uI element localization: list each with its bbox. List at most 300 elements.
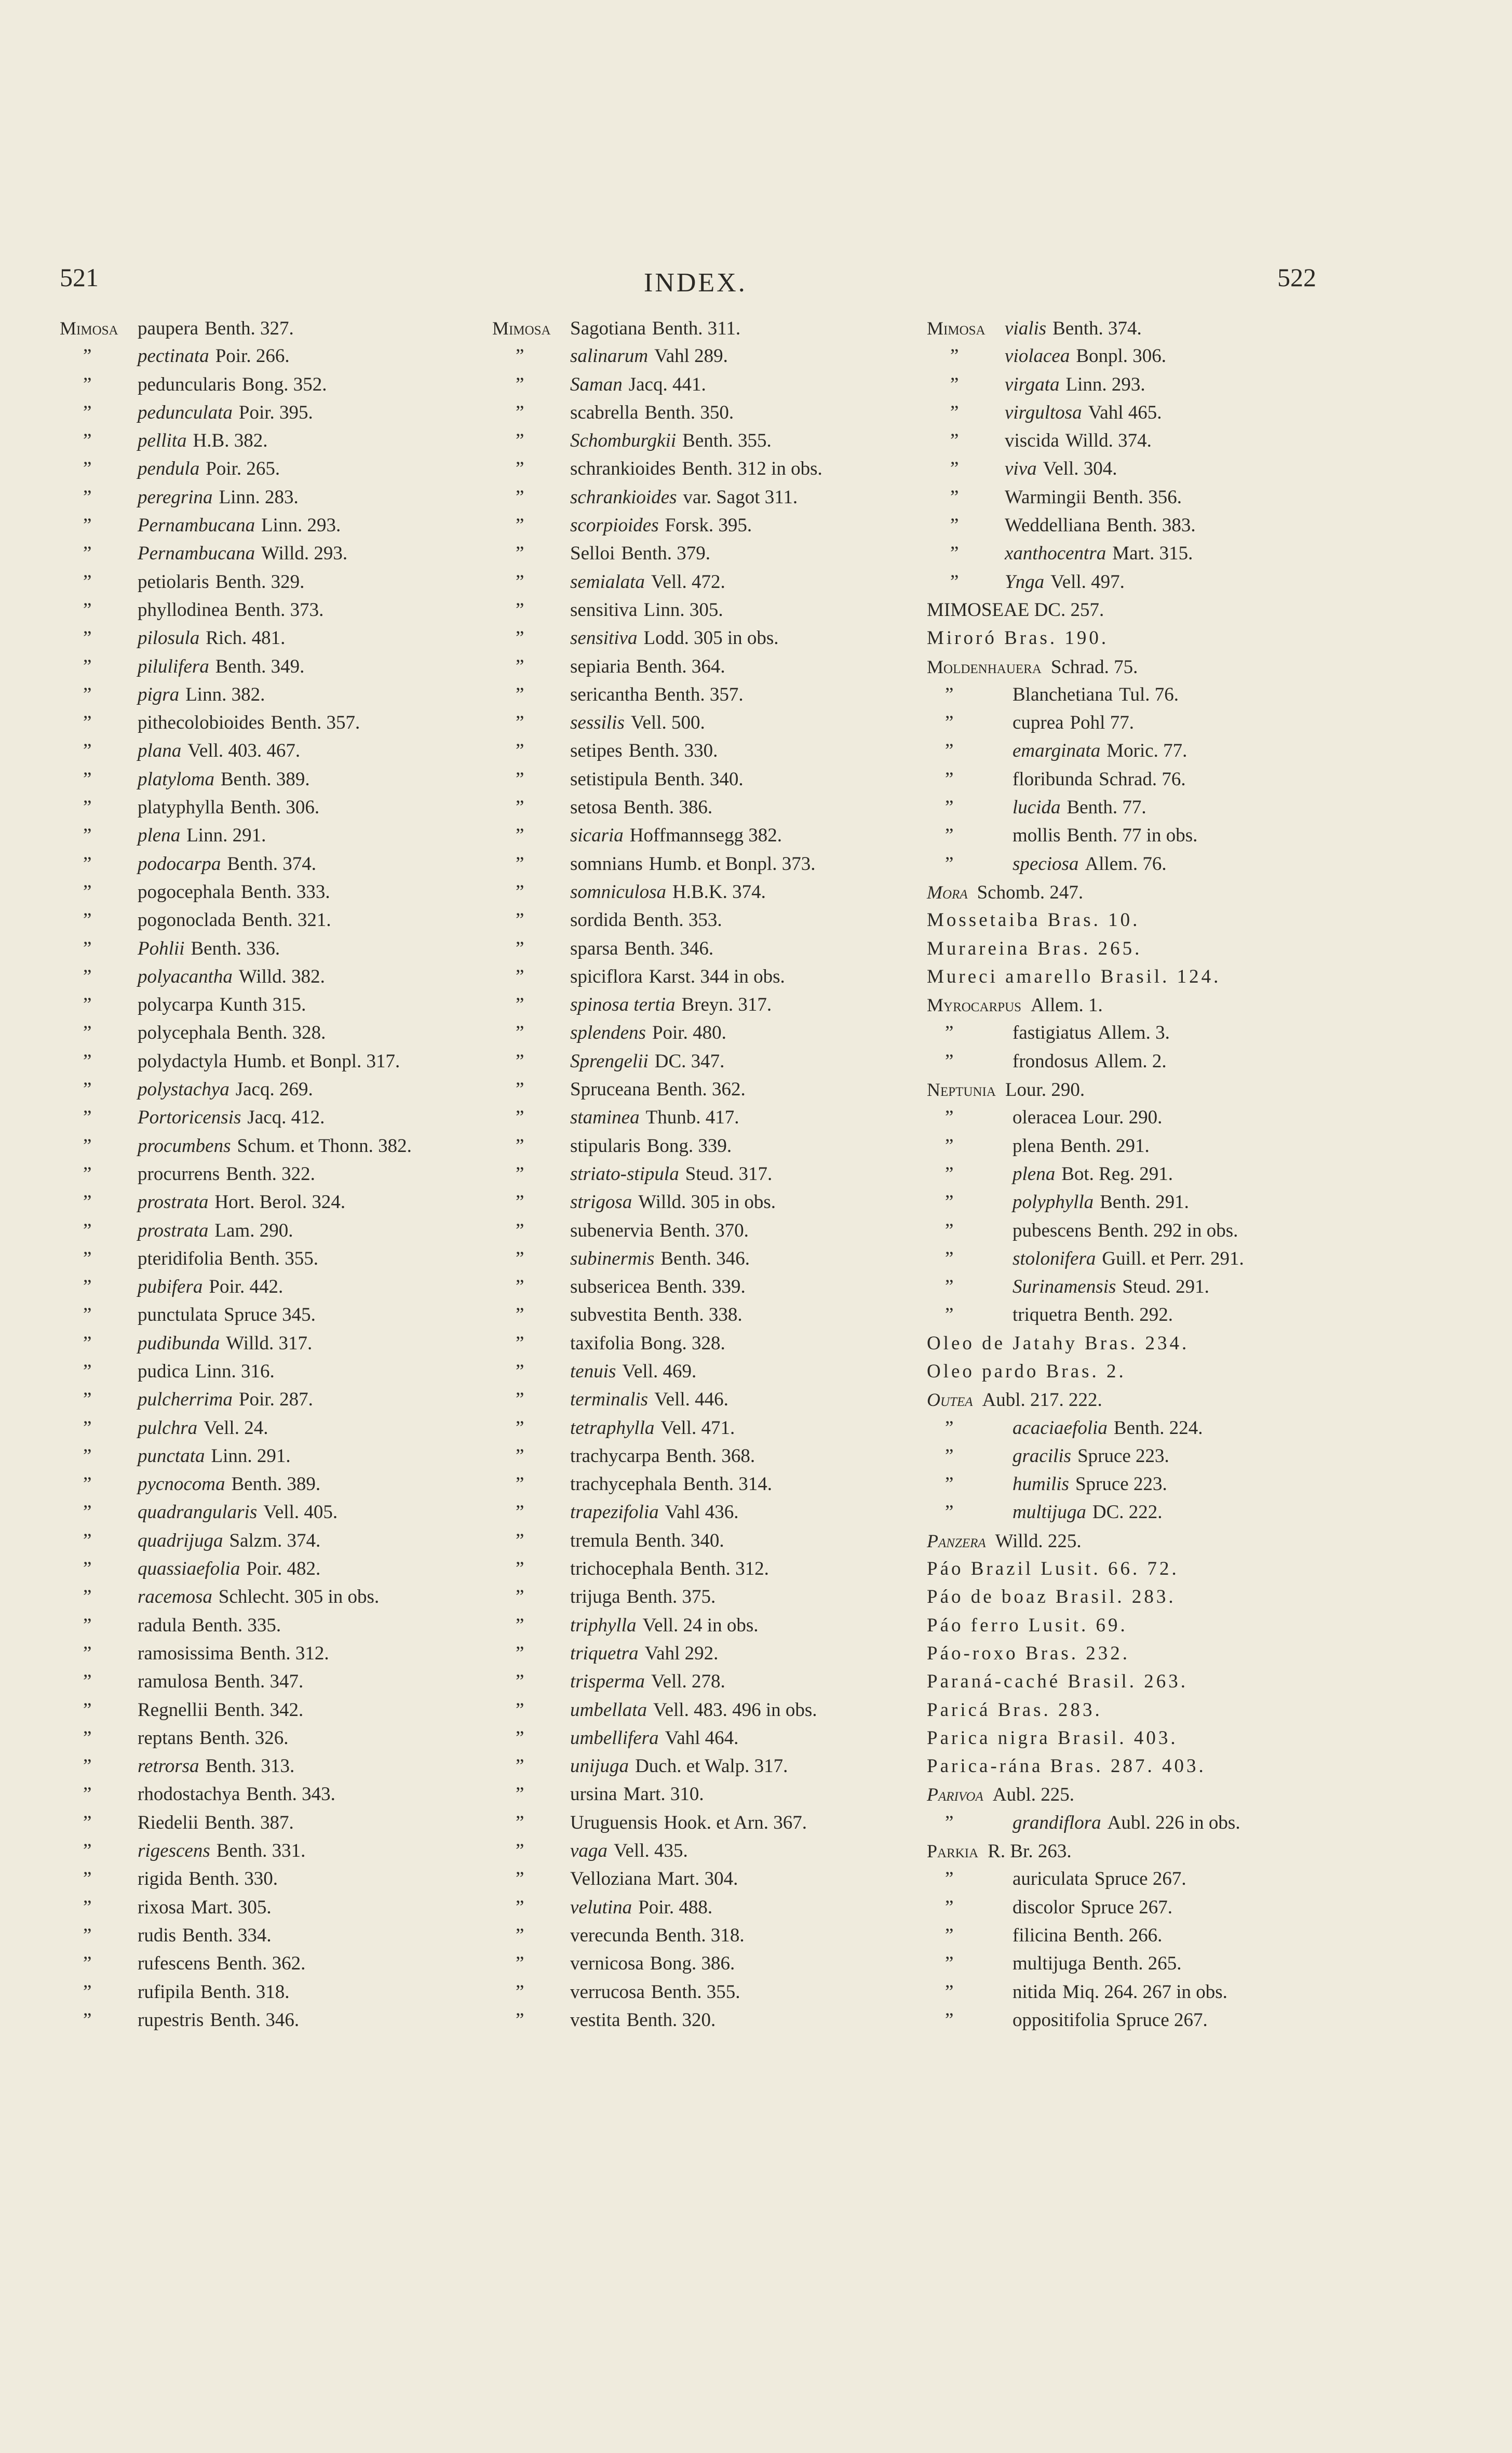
authority: Vahl 465. [1088, 401, 1162, 423]
authority: Benth. 355. [229, 1248, 319, 1269]
ditto-mark: ” [516, 825, 524, 847]
species-name: pendula [138, 458, 200, 480]
species-name: Sprengelii [570, 1050, 649, 1072]
authority: Benth. 291. [1100, 1191, 1189, 1213]
index-entry [927, 1894, 1244, 1922]
species-name: Warmingii [1005, 486, 1087, 508]
index-entry [492, 1386, 822, 1414]
index-entry [60, 455, 412, 483]
index-entry [492, 653, 822, 681]
index-entry [60, 596, 412, 624]
ditto-mark: ” [945, 1417, 954, 1439]
index-entry [60, 766, 412, 794]
authority: Schrad. 76. [1099, 768, 1186, 790]
authority: Schlecht. 305 in obs. [218, 1586, 380, 1608]
genus-name: Mimosa [60, 318, 118, 339]
index-entry [492, 794, 822, 822]
species-name: vestita [570, 2009, 620, 2031]
species-name: stipularis [570, 1135, 641, 1157]
index-entry [927, 342, 1244, 370]
index-entry [492, 766, 822, 794]
species-name: plena [1013, 1163, 1056, 1185]
ditto-mark: ” [83, 1219, 92, 1241]
authority: Spruce 267. [1116, 2009, 1208, 2031]
ditto-mark: ” [950, 430, 959, 452]
authority: Benth. 375. [626, 1586, 716, 1608]
species-name: Pohlii [138, 937, 185, 959]
authority: Benth. 312 in obs. [682, 458, 822, 480]
authority: Miq. 264. 267 in obs. [1062, 1981, 1227, 2003]
authority: Bong. 328. [640, 1332, 725, 1354]
index-entry [492, 822, 822, 850]
index-entry [492, 512, 822, 540]
authority: Willd. 374. [1065, 430, 1152, 452]
index-entry [927, 568, 1244, 596]
authority: Vahl 289. [654, 345, 728, 367]
species-name: sordida [570, 909, 627, 931]
index-entry [60, 1668, 412, 1696]
index-entry [927, 1809, 1244, 1837]
index-entry [492, 1922, 822, 1950]
ditto-mark: ” [945, 825, 954, 847]
ditto-mark: ” [83, 1163, 92, 1185]
index-entry [492, 1527, 822, 1555]
index-entry [927, 709, 1244, 737]
authority: Benth. 387. [205, 1812, 294, 1833]
index-entry [927, 963, 1244, 991]
ditto-mark: ” [516, 1135, 524, 1157]
index-entry [492, 399, 822, 427]
genus-name: Parivoa [927, 1784, 983, 1805]
species-name: pilosula [138, 627, 200, 649]
species-name: polyacantha [138, 966, 233, 987]
authority: Vell. 500. [630, 712, 705, 734]
index-entry [60, 935, 412, 963]
ditto-mark: ” [516, 1050, 524, 1072]
index-entry [60, 681, 412, 709]
ditto-mark: ” [516, 1586, 524, 1608]
ditto-mark: ” [83, 655, 92, 677]
ditto-mark: ” [945, 1022, 954, 1044]
authority: Poir. 442. [209, 1276, 284, 1298]
index-entry [927, 484, 1244, 512]
index-entry [927, 737, 1244, 765]
index-entry [60, 314, 412, 342]
authority: Lour. 290. [1083, 1107, 1163, 1129]
ditto-mark: ” [83, 1304, 92, 1326]
ditto-mark: ” [516, 373, 524, 395]
species-name: sensitiva [570, 599, 638, 621]
index-entry [492, 1837, 822, 1865]
species-name: schrankioides [570, 486, 677, 508]
species-name: Blanchetiana [1013, 683, 1113, 705]
index-entry [60, 1837, 412, 1865]
index-entry [60, 1498, 412, 1526]
authority: Benth. 265. [1092, 1953, 1182, 1975]
species-name: petiolaris [138, 571, 209, 593]
ditto-mark: ” [83, 401, 92, 423]
ditto-mark: ” [945, 1953, 954, 1975]
ditto-mark: ” [83, 1417, 92, 1439]
authority: Benth. 77 in obs. [1066, 825, 1198, 847]
authority: Benth. 339. [656, 1276, 746, 1298]
authority: Linn. 293. [261, 515, 341, 537]
species-name: setistipula [570, 768, 649, 790]
authority: Poir. 287. [238, 1389, 313, 1411]
index-entry [927, 822, 1244, 850]
index-entry [927, 1442, 1244, 1470]
authority: Kunth 315. [219, 994, 306, 1016]
ditto-mark: ” [83, 1445, 92, 1467]
ditto-mark: ” [516, 966, 524, 987]
species-name: platyphylla [138, 797, 224, 819]
index-entry [927, 1470, 1244, 1498]
entry-text: Páo de boaz Brasil. 283. [927, 1586, 1176, 1608]
species-name: ramulosa [138, 1671, 208, 1693]
ditto-mark: ” [83, 683, 92, 705]
index-entry [60, 709, 412, 737]
index-entry [927, 1922, 1244, 1950]
entry-text: Páo ferro Lusit. 69. [927, 1614, 1128, 1636]
index-entry [492, 1583, 822, 1611]
ditto-mark: ” [516, 1755, 524, 1777]
index-entry [60, 512, 412, 540]
authority: Benth. 340. [635, 1530, 724, 1551]
authority: Mart. 304. [657, 1868, 738, 1890]
index-entry [60, 1358, 412, 1386]
species-name: umbellata [570, 1699, 647, 1721]
ditto-mark: ” [83, 486, 92, 508]
authority: Benth. 291. [1060, 1135, 1150, 1157]
ditto-mark: ” [83, 740, 92, 762]
species-name: rupestris [138, 2009, 204, 2031]
ditto-mark: ” [516, 1445, 524, 1467]
page-number-left: 521 [60, 263, 99, 292]
index-entry [60, 1386, 412, 1414]
index-entry [492, 1132, 822, 1160]
ditto-mark: ” [83, 1953, 92, 1975]
index-entry [60, 653, 412, 681]
ditto-mark: ” [516, 1502, 524, 1523]
authority: Steud. 317. [685, 1163, 773, 1185]
index-entry [492, 1442, 822, 1470]
ditto-mark: ” [83, 1784, 92, 1805]
ditto-mark: ” [516, 1417, 524, 1439]
index-entry [927, 1612, 1244, 1640]
authority: Benth. 333. [240, 881, 330, 903]
index-entry [60, 1076, 412, 1104]
authority: Benth. 318. [655, 1924, 745, 1946]
authority: Benth. 314. [683, 1473, 773, 1495]
species-name: rufipila [138, 1981, 194, 2003]
ditto-mark: ” [83, 712, 92, 734]
species-name: trachycarpa [570, 1445, 660, 1467]
genus-name: Neptunia [927, 1079, 996, 1101]
index-entry [927, 1978, 1244, 2006]
index-entry [927, 624, 1244, 652]
authority: Benth. 364. [636, 655, 725, 677]
species-name: speciosa [1013, 853, 1079, 875]
species-name: frondosus [1013, 1050, 1088, 1072]
authority: Benth. 292 in obs. [1098, 1219, 1238, 1241]
species-name: triphylla [570, 1614, 637, 1636]
index-entry [492, 1048, 822, 1076]
authority: Benth. 370. [659, 1219, 749, 1241]
species-name: viva [1005, 458, 1037, 480]
species-name: unijuga [570, 1755, 629, 1777]
index-entry [927, 512, 1244, 540]
authority: Benth. 330. [628, 740, 718, 762]
index-entry [927, 681, 1244, 709]
index-entry [492, 1414, 822, 1442]
index-entry [60, 1301, 412, 1329]
authority: Benth. 306. [230, 797, 320, 819]
authority: Jacq. 441. [628, 373, 706, 395]
ditto-mark: ” [516, 515, 524, 537]
authority: Vahl 436. [665, 1502, 739, 1523]
index-entry [492, 963, 822, 991]
index-entry [60, 371, 412, 399]
authority: Benth. 328. [236, 1022, 326, 1044]
ditto-mark: ” [950, 401, 959, 423]
authority: Spruce 223. [1077, 1445, 1169, 1467]
species-name: somniculosa [570, 881, 666, 903]
species-name: pubifera [138, 1276, 203, 1298]
index-entry [60, 1160, 412, 1188]
species-name: umbellifera [570, 1727, 659, 1749]
ditto-mark: ” [945, 2009, 954, 2031]
index-entry [492, 2006, 822, 2034]
index-entry [60, 1922, 412, 1950]
index-entry [60, 906, 412, 934]
authority: Vahl 464. [665, 1727, 739, 1749]
index-entry [60, 822, 412, 850]
index-entry [60, 1780, 412, 1808]
species-name: gracilis [1013, 1445, 1072, 1467]
species-name: plana [138, 740, 182, 762]
authority: Allem. 3. [1098, 1022, 1170, 1044]
ditto-mark: ” [83, 1924, 92, 1946]
authority: Vell. 24. [204, 1417, 268, 1439]
ditto-mark: ” [516, 853, 524, 875]
authority: H.B.K. 374. [672, 881, 766, 903]
authority: Jacq. 269. [235, 1079, 313, 1101]
index-entry [492, 314, 822, 342]
ditto-mark: ” [945, 1812, 954, 1833]
entry-text: Oleo pardo Bras. 2. [927, 1360, 1126, 1382]
authority: Benth. 374. [1052, 318, 1142, 339]
index-entry [492, 991, 822, 1019]
authority: Vell. 24 in obs. [642, 1614, 759, 1636]
index-entry [927, 1950, 1244, 1978]
species-name: quassiaefolia [138, 1558, 240, 1580]
index-entry [927, 991, 1244, 1019]
index-entry [60, 1894, 412, 1922]
authority: Bong. 339. [646, 1135, 732, 1157]
species-name: acaciaefolia [1013, 1417, 1108, 1439]
authority: Vell. 405. [263, 1502, 338, 1523]
authority: Allem. 1. [1031, 995, 1103, 1016]
authority: Rich. 481. [206, 627, 286, 649]
authority: Linn. 291. [211, 1445, 291, 1467]
ditto-mark: ” [83, 1586, 92, 1608]
ditto-mark: ” [83, 430, 92, 452]
ditto-mark: ” [945, 1191, 954, 1213]
ditto-mark: ” [83, 1022, 92, 1044]
index-entry [60, 1273, 412, 1301]
index-entry [60, 1978, 412, 2006]
ditto-mark: ” [945, 1135, 954, 1157]
index-entry [927, 1414, 1244, 1442]
index-entry [492, 540, 822, 568]
ditto-mark: ” [516, 881, 524, 903]
index-entry [60, 1245, 412, 1273]
authority: Benth. 338. [653, 1304, 743, 1326]
authority: Tul. 76. [1119, 683, 1179, 705]
index-entry [927, 1724, 1244, 1752]
authority: Schum. et Thonn. 382. [237, 1135, 412, 1157]
entry-text: Paricá Bras. 283. [927, 1699, 1102, 1721]
authority: DC. 222. [1092, 1502, 1163, 1523]
authority: Humb. et Bonpl. 373. [649, 853, 816, 875]
species-name: pudibunda [138, 1332, 220, 1354]
index-entry [60, 1442, 412, 1470]
species-name: striato-stipula [570, 1163, 679, 1185]
species-name: sericantha [570, 683, 648, 705]
ditto-mark: ” [83, 515, 92, 537]
index-entry [492, 1780, 822, 1808]
authority: Benth. 224. [1113, 1417, 1203, 1439]
authority: Mart. 310. [623, 1784, 704, 1805]
index-entry [927, 540, 1244, 568]
index-entry [60, 1865, 412, 1893]
ditto-mark: ” [516, 1163, 524, 1185]
species-name: Riedelii [138, 1812, 199, 1833]
species-name: Portoricensis [138, 1107, 241, 1129]
authority: Steud. 291. [1122, 1276, 1209, 1298]
authority: Thunb. 417. [645, 1107, 739, 1129]
species-name: quadrijuga [138, 1530, 223, 1551]
authority: Allem. 2. [1094, 1050, 1167, 1072]
species-name: Selloi [570, 543, 615, 565]
index-entry [492, 737, 822, 765]
ditto-mark: ” [945, 740, 954, 762]
species-name: peregrina [138, 486, 213, 508]
species-name: nitida [1013, 1981, 1057, 2003]
authority: Vell. 497. [1050, 571, 1125, 593]
species-name: retrorsa [138, 1755, 199, 1777]
index-entry [60, 737, 412, 765]
entry-text: Mureci amarello Brasil. 124. [927, 966, 1221, 987]
index-entry [492, 1612, 822, 1640]
authority: Benth. 320. [626, 2009, 716, 2031]
ditto-mark: ” [945, 1924, 954, 1946]
species-name: Pernambucana [138, 515, 255, 537]
index-entry [927, 314, 1244, 342]
index-entry [492, 624, 822, 652]
species-name: pedunculata [138, 401, 233, 423]
authority: Poir. 265. [206, 458, 280, 480]
genus-name: Mimosa [492, 318, 551, 339]
ditto-mark: ” [945, 1502, 954, 1523]
ditto-mark: ” [83, 1840, 92, 1862]
genus-name: Mora [927, 881, 968, 903]
ditto-mark: ” [516, 1924, 524, 1946]
species-name: plena [138, 825, 181, 847]
ditto-mark: ” [83, 797, 92, 819]
species-name: podocarpa [138, 853, 221, 875]
authority: Mart. 315. [1112, 543, 1193, 565]
authority: Poir. 395. [238, 401, 313, 423]
species-name: Saman [570, 373, 623, 395]
species-name: salinarum [570, 345, 649, 367]
ditto-mark: ” [945, 797, 954, 819]
authority: Vell. 483. 496 in obs. [653, 1699, 817, 1721]
species-name: polydactyla [138, 1050, 227, 1072]
species-name: vernicosa [570, 1953, 644, 1975]
index-entry [60, 1104, 412, 1132]
authority: Jacq. 412. [247, 1107, 325, 1129]
species-name: trapezifolia [570, 1502, 659, 1523]
authority: Guill. et Perr. 291. [1102, 1248, 1244, 1269]
species-name: velutina [570, 1896, 632, 1918]
ditto-mark: ” [950, 458, 959, 480]
index-entry [60, 963, 412, 991]
ditto-mark: ” [516, 1558, 524, 1580]
ditto-mark: ” [83, 458, 92, 480]
ditto-mark: ” [516, 627, 524, 649]
authority: Schrad. 75. [1050, 656, 1138, 678]
entry-text: Parica-rána Bras. 287. 403. [927, 1755, 1206, 1777]
species-name: rhodostachya [138, 1784, 240, 1805]
entry-text: Miroró Bras. 190. [927, 627, 1109, 649]
index-entry [927, 1217, 1244, 1245]
ditto-mark: ” [83, 909, 92, 931]
index-entry [927, 1386, 1244, 1414]
entry-text: Páo Brazil Lusit. 66. 72. [927, 1558, 1179, 1580]
index-entry [60, 2006, 412, 2034]
authority: Benth. 389. [231, 1473, 321, 1495]
authority: Benth. 374. [227, 853, 316, 875]
ditto-mark: ” [516, 1191, 524, 1213]
species-name: discolor [1013, 1896, 1075, 1918]
authority: Willd. 293. [261, 543, 348, 565]
authority: Benth. 347. [214, 1671, 304, 1693]
species-name: ursina [570, 1784, 617, 1805]
species-name: Velloziana [570, 1868, 652, 1890]
ditto-mark: ” [516, 401, 524, 423]
authority: Vell. 446. [654, 1389, 728, 1411]
species-name: quadrangularis [138, 1502, 258, 1523]
index-entry [927, 1752, 1244, 1780]
authority: Linn. 305. [643, 599, 723, 621]
index-entry [492, 1188, 822, 1216]
ditto-mark: ” [83, 373, 92, 395]
index-entry [492, 1160, 822, 1188]
index-entry [927, 850, 1244, 878]
authority: Benth. 331. [216, 1840, 306, 1862]
authority: Benth. 322. [226, 1163, 315, 1185]
authority: Aubl. 217. 222. [982, 1389, 1102, 1411]
ditto-mark: ” [516, 1727, 524, 1749]
ditto-mark: ” [516, 1840, 524, 1862]
authority: Benth. 355. [651, 1981, 740, 2003]
ditto-mark: ” [516, 1812, 524, 1833]
index-entry [60, 1188, 412, 1216]
index-entry [492, 455, 822, 483]
authority: Willd. 225. [995, 1530, 1082, 1552]
ditto-mark: ” [83, 1868, 92, 1890]
